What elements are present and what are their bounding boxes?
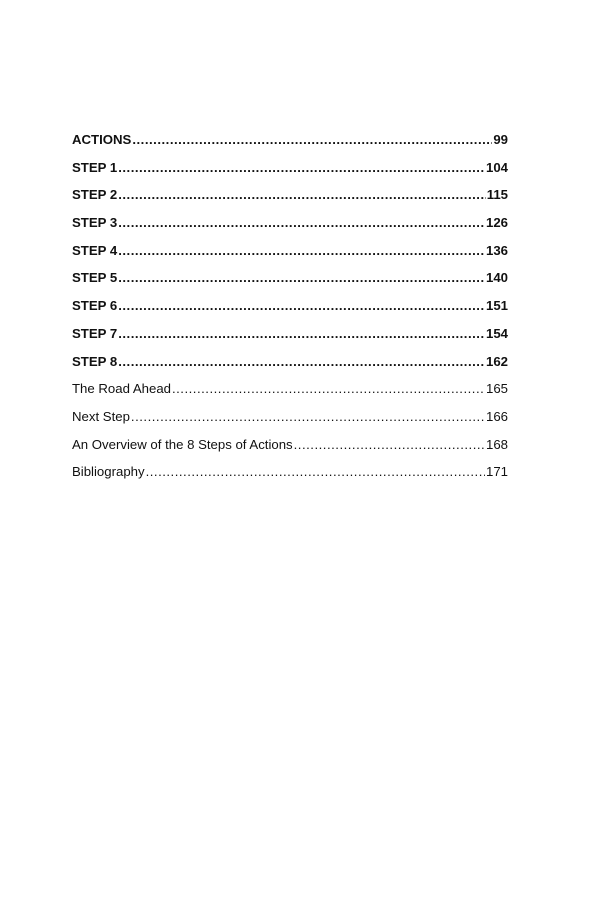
toc-dot-leader [118, 348, 485, 376]
toc-page-number: 171 [485, 464, 508, 480]
toc-entry-the-road-ahead[interactable] [72, 375, 508, 403]
toc-entry-title: The Road Ahead [72, 381, 171, 397]
toc-entry-step-8[interactable] [72, 348, 508, 376]
toc-dot-leader [118, 320, 485, 348]
toc-entry-overview[interactable] [72, 431, 508, 459]
toc-entry-title: STEP 2 [72, 187, 118, 203]
table-of-contents [72, 126, 508, 486]
toc-dot-leader [118, 181, 486, 209]
toc-page-number: 168 [485, 436, 508, 452]
toc-dot-leader [132, 126, 492, 154]
toc-dot-leader [118, 209, 485, 237]
toc-entry-title: Bibliography [72, 464, 145, 480]
toc-entry-title: Next Step [72, 408, 130, 424]
toc-page-number: 115 [486, 187, 508, 203]
toc-page-number: 154 [485, 325, 508, 341]
toc-dot-leader [172, 375, 485, 403]
toc-dot-leader [146, 458, 485, 486]
toc-entry-title: ACTIONS [72, 132, 132, 147]
toc-page-number: 162 [485, 353, 508, 369]
toc-entry-title: STEP 8 [72, 353, 118, 369]
toc-entry-bibliography[interactable] [72, 458, 508, 486]
toc-entry-title: STEP 7 [72, 325, 118, 341]
toc-entry-title: STEP 4 [72, 242, 118, 258]
toc-entry-title: STEP 5 [72, 270, 118, 286]
toc-entry-step-5[interactable] [72, 264, 508, 292]
toc-page-number: 126 [485, 215, 508, 231]
toc-page-number: 166 [485, 408, 508, 424]
toc-page-number: 140 [485, 270, 508, 286]
toc-page-number: 151 [485, 298, 508, 314]
toc-entry-title: STEP 3 [72, 215, 118, 231]
toc-entry-title: STEP 6 [72, 298, 118, 314]
toc-dot-leader [294, 431, 485, 459]
toc-entry-step-7[interactable] [72, 320, 508, 348]
toc-dot-leader [131, 403, 485, 431]
toc-entry-step-2[interactable] [72, 181, 508, 209]
toc-entry-step-4[interactable] [72, 237, 508, 265]
toc-entry-step-6[interactable] [72, 292, 508, 320]
toc-entry-title: STEP 1 [72, 159, 118, 175]
toc-dot-leader [118, 154, 485, 182]
toc-page-number: 99 [493, 132, 508, 147]
toc-entry-step-1[interactable] [72, 154, 508, 182]
toc-entry-actions[interactable] [72, 126, 508, 154]
toc-page-number: 165 [485, 381, 508, 397]
toc-dot-leader [118, 237, 485, 265]
toc-page-number: 136 [485, 242, 508, 258]
toc-page-number: 104 [485, 159, 508, 175]
toc-entry-next-step[interactable] [72, 403, 508, 431]
toc-entry-title: An Overview of the 8 Steps of Actions [72, 436, 293, 452]
toc-entry-step-3[interactable] [72, 209, 508, 237]
toc-dot-leader [118, 292, 485, 320]
toc-dot-leader [118, 264, 485, 292]
